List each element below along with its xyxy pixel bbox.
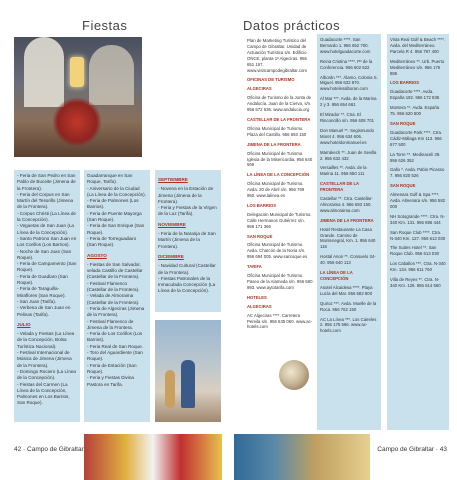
street-photo: [155, 320, 221, 422]
fiesta-item: - Fiestas del Carmen (La Línea de la Concepción, Palmones en Los Barrios, San Roque).: [17, 381, 70, 406]
contact-entry: Guadacorte Park ****. Ctra. Cádiz-Málaga Km 113. 956 677 500: [390, 129, 443, 147]
section-heading: ALGECIRAS: [247, 86, 272, 92]
section-heading: CASTELLAR DE LA FRONTERA: [247, 116, 311, 122]
fiestas-column-1: [14, 170, 80, 422]
section-heading: SAN ROQUE: [247, 233, 273, 239]
fiesta-item: - Feria de Torreguadiaro (San Roque).: [87, 235, 137, 248]
fiesta-item: - Feria de Guadiaro (San Roque).: [17, 273, 68, 286]
fiesta-item: - Feria de Puente Mayorga (San Roque).: [87, 210, 142, 223]
contact-entry: Gallo *. Avda. Pablo Picasso 7. 956 820 526: [390, 167, 445, 179]
fiesta-item: Guadarranque en San Roque, Tarifa).: [87, 173, 133, 185]
fiesta-item: - Feria y Fiestas de la Virgen de la Luz (Tarifa).: [158, 205, 217, 217]
contact-entry: Oficina Municipal de Turismo. Paseo de la Alameda s/n. 956 680 993. www.aytotarifa.com: [247, 273, 313, 290]
contact-entry: Versailles **. Avda. de la Marina 11. 956 650 111: [320, 165, 367, 177]
page-title-datos: Datos prácticos: [243, 18, 341, 33]
contact-entry: Oficina Municipal de Turismo. Avda. 20 de Abril s/n. 956 769 950. www.lalinea.es: [247, 181, 305, 199]
bottom-photo-left: [84, 434, 222, 480]
fiesta-item: - Feria de San Pedro en San Pablo de Buceite (Jimena de la Frontera).: [17, 173, 76, 191]
fiesta-item: - Veguetas de San Juan (La Línea de la Concepción).: [17, 223, 74, 235]
fiesta-item: - Feria de Algeciras (Jimena de la Frontera).: [87, 305, 145, 318]
fiestas-column-3: [155, 170, 221, 312]
datos-column-3: [387, 34, 449, 430]
figure-person-2: [165, 370, 175, 408]
contact-entry: Villa de Reyes **. Ctra. N-340 Km. 128. 956 614 560: [390, 277, 441, 288]
fiesta-item: - Fiestas de San Salvador, velada Castillo de Castellar (Castellar de la Frontera).: [87, 261, 143, 280]
datos-column-1: [247, 38, 313, 334]
contact-entry: Oficina Municipal de Turismo. Avda. Charcón de la Noria s/n. 956 694 005. www.sanroque.es: [247, 242, 308, 260]
fiesta-item: - Feria y Fiestas Divina Pastora en Tarifa.: [87, 375, 134, 387]
photo-arch-2: [89, 45, 134, 105]
contact-entry: Montera **. Avda. España 75. 956 620 500: [390, 105, 440, 117]
contact-entry: Reina Cristina ****. Pº de la Conferencia. 956 602 622: [320, 58, 373, 70]
section-heading: JIMENA DE LA FRONTERA: [320, 217, 374, 223]
contact-entry: Alborán ***. Álamo, Colonia S. Miguel. 956 632 870. www.hotelesalboran.com: [320, 74, 378, 92]
fiesta-item: - Feria de Palmones (Los Barrios).: [87, 198, 139, 210]
contact-entry: Mediterráneo **. Urb. Puerto Mediterráneo s/n. 956 175 886: [390, 58, 445, 76]
fiestas-column-2: [84, 170, 150, 422]
section-heading: OFICINAS DE TURISMO: [247, 77, 295, 83]
section-heading: HOTELES: [247, 294, 267, 300]
contact-entry: Asotel Alcaidesa ****. Playa Lucía del Mar. 956 582 800: [320, 284, 373, 296]
contact-entry: Don Manuel **. Segismundo Moret 4. 956 634 606. www.hoteldonmanuel.es: [320, 127, 374, 145]
fiesta-item: - Feria de Estación (San Roque).: [87, 362, 137, 374]
month-heading: JULIO: [17, 321, 31, 327]
fiesta-item: - Velada de Almoraima (Castellar de la Frontera).: [87, 293, 140, 305]
fiesta-item: - Novena en la Estación de Jimena (Jimena de la Frontera).: [158, 186, 214, 204]
fiesta-item: - Feria de la Naranja de San Martín (Jimena de la Frontera).: [158, 231, 216, 249]
fiesta-item: - Festival Internacional de Música de Jimena (Jimena de la Frontera).: [17, 350, 72, 368]
contact-entry: Marrakech **. Juan de Sevilla 2. 956 632 432: [320, 149, 377, 161]
fiesta-item: - Festival Flamenco de Jimena de la Frontera.: [87, 318, 134, 330]
right-page: [231, 0, 457, 480]
fiesta-item: - Feria de Los Corillos (Los Barrios).: [87, 331, 143, 343]
contact-entry: La Torre **. Medinaceli 39. 956 626 352: [390, 151, 441, 163]
contact-entry: El Mirador **. Ctra. El Rinconcillo s/n. 956 608 701: [320, 112, 374, 123]
contact-entry: Delegación Municipal de Turismo. Calle Hermanos Gutiérrez s/n. 956 171 366: [247, 211, 312, 229]
contact-entry: Hotel Restaurante La Casa Grande. Camino de Montenegral, Km. 1. 956 640 116: [320, 226, 376, 250]
fiesta-item: - Feria del Corpus en San Martín del Tesorillo (Jimena de la Frontera).: [17, 191, 74, 210]
contact-entry: San Roque Club ****. Ctra. N-340 Km. 127. 956 613 030: [390, 229, 446, 241]
fiesta-item: - Feria de Taraguilla-Miraflores (San Roque).: [17, 286, 66, 298]
fiesta-item: - Corpus Christi (La Línea de la Concepción).: [17, 210, 76, 223]
flowers-decoration: [52, 97, 102, 147]
fiesta-item: - Feria de San Enrique (San Roque).: [87, 223, 145, 235]
festival-photo: [14, 37, 142, 157]
section-heading: LA LÍNEA DE LA CONCEPCIÓN: [247, 172, 310, 178]
figure-person: [181, 360, 195, 408]
contact-entry: Oficina de Turismo de la Junta de Andalucía. Juan de la Cierva, s/n. 956 572 636. www.andalucia.org: [247, 95, 312, 113]
fiesta-item: - Velada y Fiestas (La Línea de la Concepción, Bolsa Turística Nacional).: [17, 331, 75, 349]
contact-entry: Hostal Anon **. Consuelo 34-40. 956 640 113: [320, 254, 376, 266]
section-heading: LA LÍNEA DE LA CONCEPCIÓN: [320, 270, 353, 281]
fiesta-item: - Feria de Campamento (San Roque).: [17, 261, 77, 273]
contact-entry: Guadacorte ****. San Bernardo 1. 956 652 700. www.hotelguadacorte.com: [320, 37, 371, 54]
contact-entry: Oficina Municipal de Turismo. Iglesia de la Misericordia. 956 640 569: [247, 150, 313, 168]
fiesta-item: - Festival Flamenco (Castellar de la Frontera).: [87, 280, 140, 293]
month-heading: DICIEMBRE: [158, 253, 184, 259]
fiesta-item: - Feria Real de San Roque.: [87, 343, 143, 349]
section-heading: ALGECIRAS: [247, 303, 272, 309]
section-heading: LOS BARRIOS: [390, 80, 420, 86]
fiesta-item: - Verbena de San Juan en Pelinas (Tarifa).: [17, 305, 71, 317]
fiesta-item: - Toro del Aguardiente (San Roque).: [87, 350, 143, 362]
fiesta-item: - Noche de San Juan (San Roque).: [17, 248, 72, 260]
section-heading: LOS BARRIOS: [247, 202, 277, 208]
contact-entry: The Suites Hotel **. San Roque Club. 956 613 030: [390, 245, 439, 257]
lantern-icon: [70, 57, 84, 87]
month-heading: SEPTIEMBRE: [158, 177, 188, 182]
contact-entry: Quiroz ***. Avda. Muelle de la Roca. 956 762 150: [320, 300, 377, 312]
contact-entry: Los Caballos ***. Ctra. N-340 Km. 134. 956 611 760: [390, 261, 446, 273]
page-title-fiestas: Fiestas: [82, 18, 128, 33]
fiesta-item: - Aniversario de la Ciudad (La Línea de la Concepción).: [87, 185, 146, 197]
contact-entry: Oficina Municipal de Turismo. Plaza del Castillo. 956 693 150: [247, 125, 307, 137]
fiesta-item: - Santo Patrono San Juan en Los Corillos (Los Barrios).: [17, 235, 77, 248]
page-number-left: 42 · Campo de Gibraltar: [14, 446, 84, 453]
fiesta-item: - San Juan (Tarifa).: [17, 298, 57, 304]
contact-entry: AC La Línea ***. Los Caireles 2. 956 175 566. www.ac-hotels.com: [320, 316, 377, 334]
fiesta-item: - Fiestas Patronales de la Inmaculada Concepción (La Línea de la Concepción).: [158, 275, 216, 294]
contact-entry: AC Algeciras ****. Carretera Pereila s/n. 956 635 060. www.ac-hotels.com: [247, 312, 313, 330]
section-heading: SAN ROQUE: [390, 183, 416, 189]
month-heading: AGOSTO: [87, 252, 107, 258]
contact-entry: Al Mar ***. Avda. de la Marina 2 y 3. 956 654 661: [320, 96, 377, 108]
datos-column-2: [317, 34, 381, 430]
fiesta-item: - Navidad Cultural (Castellar de la Frontera).: [158, 263, 216, 275]
page-number-right: Campo de Gibraltar · 43: [377, 446, 447, 453]
section-heading: CASTELLAR DE LA FRONTERA: [320, 181, 359, 193]
contact-entry: Castellar **. Ctra. Castellar-Almoraima 4. 956 693 150. www.almoraima.com: [320, 196, 373, 213]
contact-entry: Guadacorte ****. Avda. España 182. 956 172 835: [390, 89, 440, 101]
contact-entry: Vista Real Golf & Beach ****. Avda. del Mediterráneo. Parcela R 4. 956 797 400: [390, 37, 446, 54]
left-page: [0, 0, 226, 480]
section-heading: TARIFA: [247, 264, 262, 270]
ammonite-fossil-image: [279, 360, 309, 390]
section-heading: SAN ROQUE: [390, 120, 416, 126]
contact-entry: Plan de Marketing Turístico del Campo de Gibraltar. Unidad de Actuación Turística s/n. Edificio ONCE, planta 1ª Algeciras. 956 651 167. www.visitcampodegibraltar.com: [247, 38, 307, 73]
section-heading: JIMENA DE LA FRONTERA: [247, 141, 301, 147]
month-heading: NOVIEMBRE: [158, 221, 186, 227]
fiesta-item: - Domingo Rociero (La Línea de la Concepción).: [17, 368, 76, 381]
contact-entry: NH Sotogrande ****. Ctra. N-340 Km. 131. 956 695 444: [390, 213, 445, 225]
contact-entry: Almenara Golf & Spa ****. Avda. Almenara s/n. 956 582 000: [390, 192, 446, 209]
